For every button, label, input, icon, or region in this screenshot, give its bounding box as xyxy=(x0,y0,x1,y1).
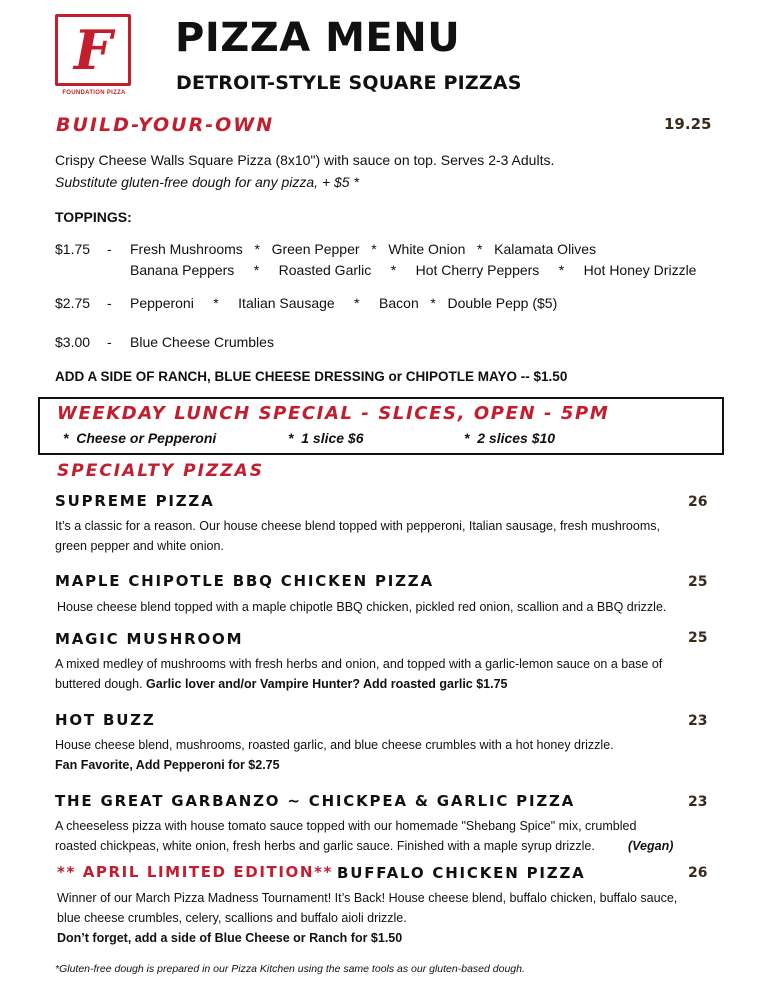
page-title: PIZZA MENU xyxy=(175,15,461,61)
pizza-price: 25 xyxy=(688,574,708,590)
vegan-tag: (Vegan) xyxy=(628,839,674,853)
pizza-description: A mixed medley of mushrooms with fresh herbs and onion, and topped with a garlic-lemon sauce on a base of xyxy=(55,657,663,671)
pizza-addon-note: Don’t forget, add a side of Blue Cheese or Ranch for $1.50 xyxy=(57,931,403,945)
toppings-label: TOPPINGS: xyxy=(55,209,132,225)
pizza-price: 23 xyxy=(688,794,708,810)
pizza-description xyxy=(55,674,508,694)
pizza-name: SUPREME PIZZA xyxy=(55,492,215,510)
logo-caption: FOUNDATION PIZZA xyxy=(62,90,126,96)
pizza-name: MAPLE CHIPOTLE BBQ CHICKEN PIZZA xyxy=(55,572,434,590)
topping-tier-price: $2.75 xyxy=(55,295,91,311)
specialty-pizzas-heading: SPECIALTY PIZZAS xyxy=(57,461,264,481)
pizza-addon-note: Fan Favorite, Add Pepperoni for $2.75 xyxy=(55,758,280,772)
side-dressing-note: ADD A SIDE OF RANCH, BLUE CHEESE DRESSING or CHIPOTLE MAYO -- $1.50 xyxy=(55,369,568,384)
lunch-item: * 1 slice $6 xyxy=(288,430,364,446)
pizza-description: blue cheese crumbles, celery, scallions and buffalo aioli drizzle. xyxy=(57,911,407,925)
topping-list-row: Blue Cheese Crumbles xyxy=(130,334,274,350)
topping-tier-dash: - xyxy=(107,295,112,311)
topping-tier-price: $3.00 xyxy=(55,334,91,350)
lunch-special-heading: WEEKDAY LUNCH SPECIAL - SLICES, OPEN - 5PM xyxy=(57,403,610,424)
build-your-own-heading: BUILD-YOUR-OWN xyxy=(56,114,275,136)
limited-edition-label: ** APRIL LIMITED EDITION** xyxy=(57,863,333,881)
pizza-price: 26 xyxy=(688,494,708,510)
pizza-description: roasted chickpeas, white onion, fresh herbs and garlic sauce. Finished with a maple syrup drizzle. xyxy=(55,839,595,853)
pizza-name: BUFFALO CHICKEN PIZZA xyxy=(337,864,586,882)
pizza-description: green pepper and white onion. xyxy=(55,539,224,553)
topping-tier-dash: - xyxy=(107,241,112,257)
gluten-free-footnote: *Gluten-free dough is prepared in our Pizza Kitchen using the same tools as our gluten-based dough. xyxy=(55,963,525,975)
build-your-own-price: 19.25 xyxy=(664,115,712,133)
pizza-description: Winner of our March Pizza Madness Tournament! It’s Back! House cheese blend, buffalo chicken, buffalo sauce, xyxy=(57,891,678,905)
page-subtitle: DETROIT-STYLE SQUARE PIZZAS xyxy=(176,72,522,94)
pizza-name: MAGIC MUSHROOM xyxy=(55,630,244,648)
topping-tier-dash: - xyxy=(107,334,112,350)
pizza-addon-note: Garlic lover and/or Vampire Hunter? Add roasted garlic $1.75 xyxy=(146,677,508,691)
logo-letter: F xyxy=(73,18,113,82)
topping-tier-price: $1.75 xyxy=(55,241,91,257)
pizza-name: HOT BUZZ xyxy=(55,711,156,729)
pizza-description-text: buttered dough. xyxy=(55,677,147,691)
pizza-price: 26 xyxy=(688,865,708,881)
topping-list-row: Fresh Mushrooms * Green Pepper * White Onion * Kalamata Olives xyxy=(130,241,597,257)
pizza-description: It’s a classic for a reason. Our house cheese blend topped with pepperoni, Italian sausage, fresh mushrooms, xyxy=(55,519,660,533)
pizza-description: A cheeseless pizza with house tomato sauce topped with our homemade "Shebang Spice" mix, crumbled xyxy=(55,819,637,833)
pizza-price: 25 xyxy=(688,630,708,646)
pizza-name: THE GREAT GARBANZO ~ CHICKPEA & GARLIC PIZZA xyxy=(55,792,576,810)
lunch-item: * Cheese or Pepperoni xyxy=(63,430,217,446)
pizza-price: 23 xyxy=(688,713,708,729)
foundation-pizza-logo xyxy=(55,14,131,86)
lunch-item: * 2 slices $10 xyxy=(464,430,556,446)
topping-list-row: Banana Peppers * Roasted Garlic * Hot Cherry Peppers * Hot Honey Drizzle xyxy=(130,262,697,278)
pizza-description: House cheese blend topped with a maple chipotle BBQ chicken, pickled red onion, scallion and a BBQ drizzle. xyxy=(57,600,667,614)
build-description: Crispy Cheese Walls Square Pizza (8x10") with sauce on top. Serves 2-3 Adults. xyxy=(55,152,555,168)
topping-list-row: Pepperoni * Italian Sausage * Bacon * Double Pepp ($5) xyxy=(130,295,558,311)
pizza-description: House cheese blend, mushrooms, roasted garlic, and blue cheese crumbles with a hot honey drizzle. xyxy=(55,738,614,752)
gluten-free-note: Substitute gluten-free dough for any pizza, + $5 * xyxy=(55,174,359,190)
